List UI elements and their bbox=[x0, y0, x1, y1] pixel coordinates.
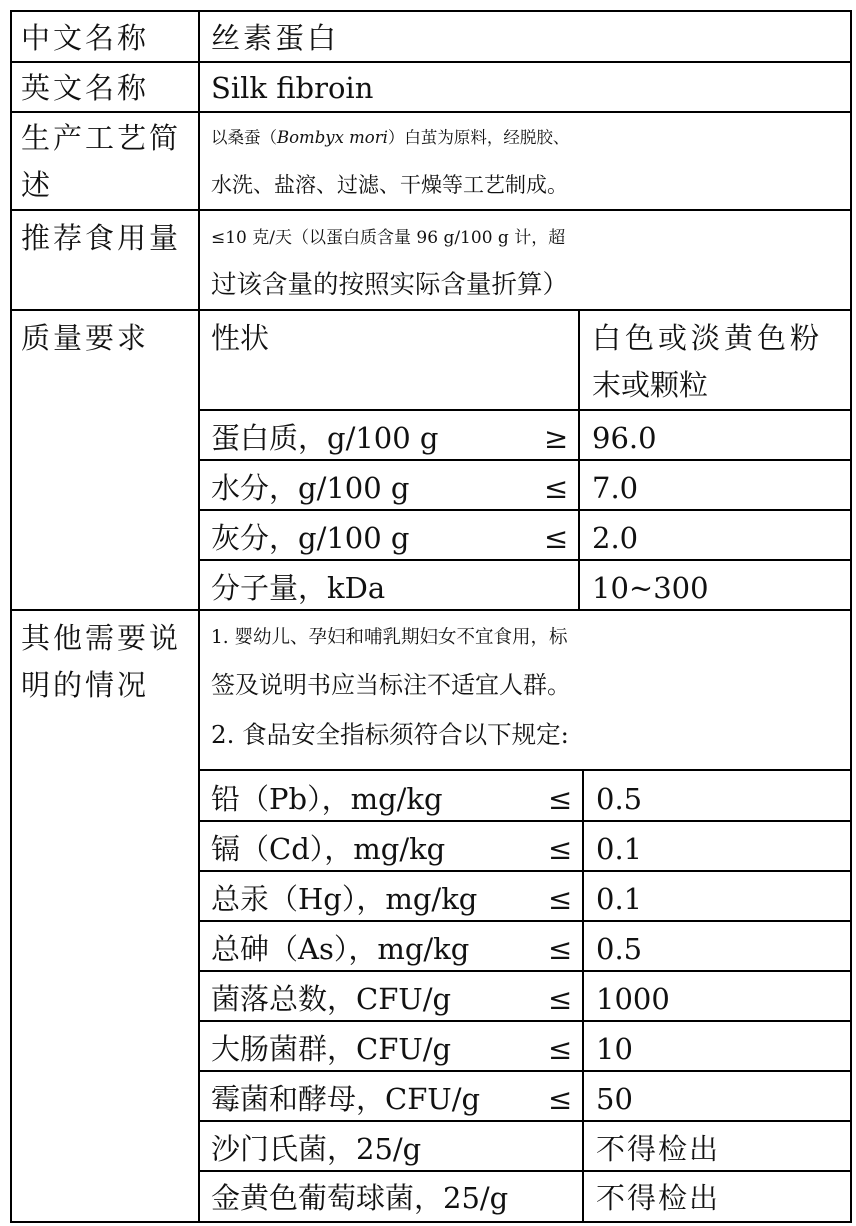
species-name: Bombyx mori bbox=[277, 128, 388, 147]
safety-value: 50 bbox=[596, 1082, 633, 1116]
cn-name-label: 中文名称 bbox=[21, 21, 150, 55]
other-col-divider bbox=[582, 770, 584, 1222]
quality-value: 2.0 bbox=[592, 521, 639, 555]
quality-label: 质量要求 bbox=[21, 321, 150, 355]
cn-name-value: 丝素蛋白 bbox=[211, 21, 340, 55]
safety-value: 0.5 bbox=[596, 782, 643, 816]
note-1-line2: 签及说明书应当标注不适宜人群。 bbox=[211, 671, 571, 699]
quality-value: 白色或淡黄色粉 bbox=[592, 321, 824, 355]
quality-value: 96.0 bbox=[592, 421, 657, 455]
safety-item: 大肠菌群，CFU/g bbox=[211, 1032, 452, 1066]
safety-item: 金黄色葡萄球菌，25/g bbox=[211, 1181, 509, 1215]
row-divider bbox=[10, 609, 852, 611]
quality-item: 蛋白质，g/100 g bbox=[211, 421, 439, 455]
process-label: 生产工艺简 bbox=[21, 121, 182, 155]
dosage-text-line1: ≤10 克/天（以蛋白质含量 96 g/100 g 计，超 bbox=[211, 228, 566, 248]
safety-operator: ≤ bbox=[548, 1032, 573, 1066]
process-label-cont: 述 bbox=[21, 168, 51, 202]
quality-item: 性状 bbox=[211, 321, 270, 355]
process-text-line1 bbox=[211, 113, 569, 163]
safety-value: 1000 bbox=[596, 982, 670, 1016]
column-divider bbox=[198, 10, 200, 1223]
safety-operator: ≤ bbox=[548, 932, 573, 966]
safety-item: 镉（Cd），mg/kg bbox=[211, 832, 446, 866]
process-text-pre: 以桑蚕（ bbox=[211, 128, 277, 147]
sub-row-divider bbox=[199, 409, 851, 411]
en-name-value: Silk fibroin bbox=[211, 71, 374, 105]
safety-operator: ≤ bbox=[548, 1082, 573, 1116]
quality-operator: ≥ bbox=[544, 421, 569, 455]
other-label: 其他需要说 bbox=[21, 621, 182, 655]
safety-item: 霉菌和酵母，CFU/g bbox=[211, 1082, 481, 1116]
process-text-post: ）白茧为原料，经脱胶、 bbox=[387, 128, 570, 147]
safety-item: 总汞（Hg），mg/kg bbox=[211, 882, 478, 916]
safety-item: 铅（Pb），mg/kg bbox=[211, 782, 443, 816]
process-text-line2: 水洗、盐溶、过滤、干燥等工艺制成。 bbox=[211, 173, 568, 197]
quality-operator: ≤ bbox=[544, 471, 569, 505]
table-border-right bbox=[850, 10, 852, 1223]
safety-value: 不得检出 bbox=[596, 1132, 721, 1166]
safety-value: 0.1 bbox=[596, 882, 643, 916]
safety-value: 10 bbox=[596, 1032, 633, 1066]
quality-value: 7.0 bbox=[592, 471, 639, 505]
note-2: 2. 食品安全指标须符合以下规定: bbox=[211, 720, 569, 749]
quality-item: 灰分，g/100 g bbox=[211, 521, 410, 555]
quality-item: 分子量，kDa bbox=[211, 571, 386, 605]
safety-operator: ≤ bbox=[548, 882, 573, 916]
table-border-top bbox=[10, 10, 852, 12]
safety-operator: ≤ bbox=[548, 782, 573, 816]
note-1-line1: 1. 婴幼儿、孕妇和哺乳期妇女不宜食用，标 bbox=[211, 627, 568, 648]
spec-table bbox=[10, 10, 852, 1223]
quality-value: 10~300 bbox=[592, 571, 709, 605]
en-name-label: 英文名称 bbox=[21, 71, 150, 105]
safety-value: 0.5 bbox=[596, 932, 643, 966]
safety-operator: ≤ bbox=[548, 982, 573, 1016]
dosage-text-line2: 过该含量的按照实际含量折算） bbox=[211, 270, 569, 300]
quality-value-cont: 末或颗粒 bbox=[592, 368, 709, 402]
table-border-left bbox=[10, 10, 12, 1223]
safety-operator: ≤ bbox=[548, 832, 573, 866]
safety-item: 沙门氏菌，25/g bbox=[211, 1132, 422, 1166]
sub-row-divider bbox=[199, 769, 851, 771]
other-label-cont: 明的情况 bbox=[21, 668, 150, 702]
safety-item: 菌落总数，CFU/g bbox=[211, 982, 452, 1016]
quality-item: 水分，g/100 g bbox=[211, 471, 410, 505]
safety-value: 不得检出 bbox=[596, 1181, 721, 1215]
dosage-label: 推荐食用量 bbox=[21, 221, 182, 255]
safety-item: 总砷（As），mg/kg bbox=[211, 932, 470, 966]
safety-value: 0.1 bbox=[596, 832, 643, 866]
quality-operator: ≤ bbox=[544, 521, 569, 555]
